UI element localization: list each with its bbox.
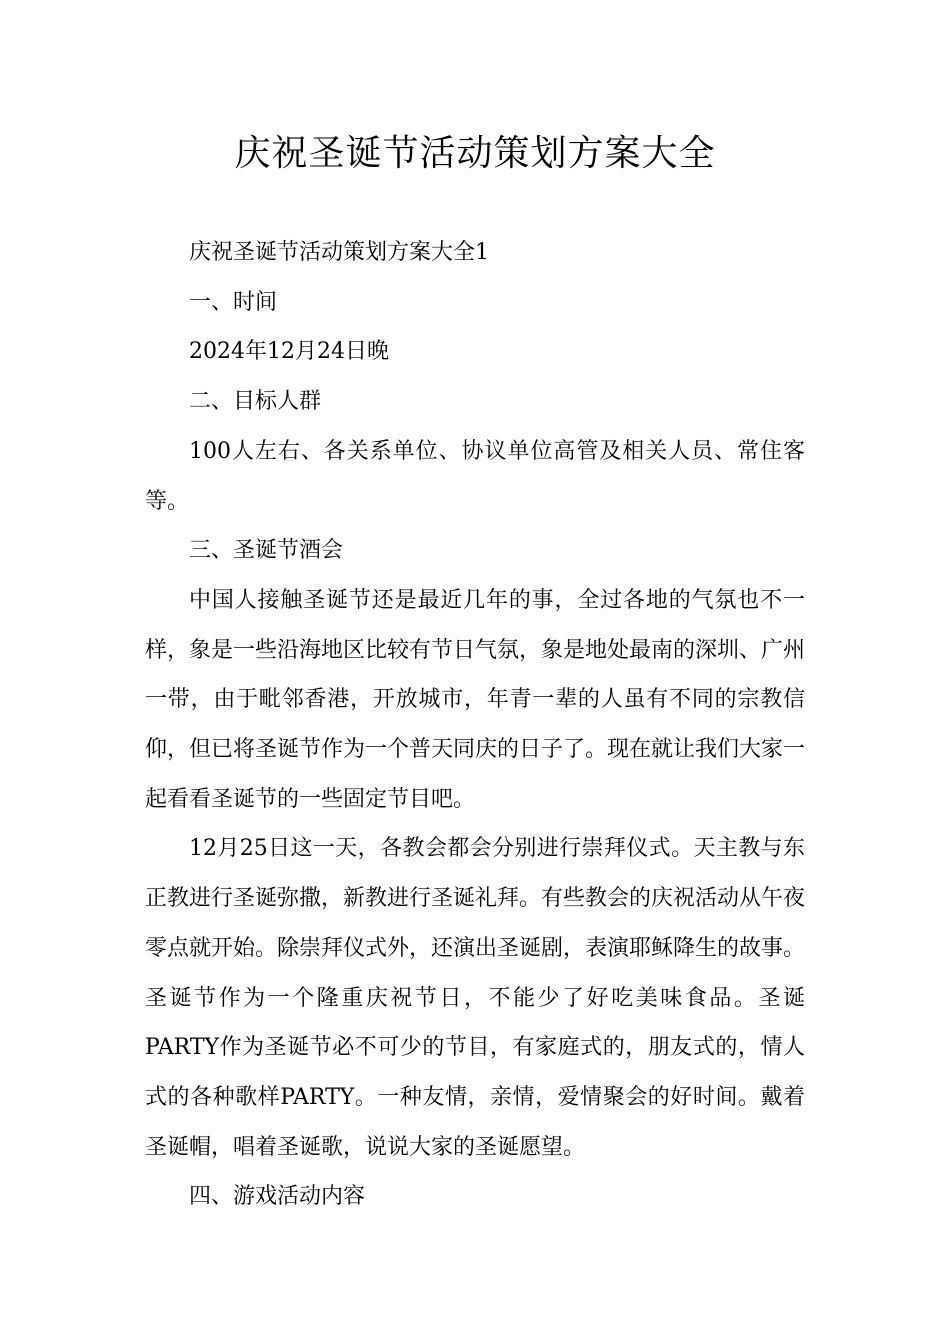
reception-paragraph-2: 12月25日这一天，各教会都会分别进行崇拜仪式。天主教与东正教进行圣诞弥撒，新教进行圣诞礼拜。有些教会的庆祝活动从午夜零点就开始。除崇拜仪式外，还演出圣诞剧，表演耶稣降生的故事。圣诞节作为一个隆重庆祝节日，不能少了好吃美味食品。圣诞PARTY作为圣诞节必不可少的节目，有家庭式的，朋友式的，情人式的各种歌样PARTY。一种友情，亲情，爱情聚会的好时间。戴着圣诞帽，唱着圣诞歌，说说大家的圣诞愿望。 bbox=[145, 836, 806, 1160]
section-heading-games: 四、游戏活动内容 bbox=[189, 1184, 366, 1210]
audience-paragraph: 100人左右、各关系单位、协议单位高管及相关人员、常住客等。 bbox=[145, 438, 805, 514]
section-heading-time: 一、时间 bbox=[189, 289, 278, 315]
section-heading-audience: 二、目标人群 bbox=[189, 389, 322, 415]
time-paragraph: 2024年12月24日晚 bbox=[189, 339, 389, 365]
document-title: 庆祝圣诞节活动策划方案大全 bbox=[234, 133, 716, 174]
reception-paragraph-1: 中国人接触圣诞节还是最近几年的事，全过各地的气氛也不一样，象是一些沿海地区比较有节日气氛，象是地处最南的深圳、广州一带，由于毗邻香港，开放城市，年青一辈的人虽有不同的宗教信仰，但已将圣诞节作为一个普天同庆的日子了。现在就让我们大家一起看看圣诞节的一些固定节目吧。 bbox=[145, 587, 806, 812]
document-body bbox=[145, 228, 805, 1222]
section-heading-reception: 三、圣诞节酒会 bbox=[189, 538, 344, 564]
subtitle-paragraph: 庆祝圣诞节活动策划方案大全1 bbox=[189, 240, 489, 265]
